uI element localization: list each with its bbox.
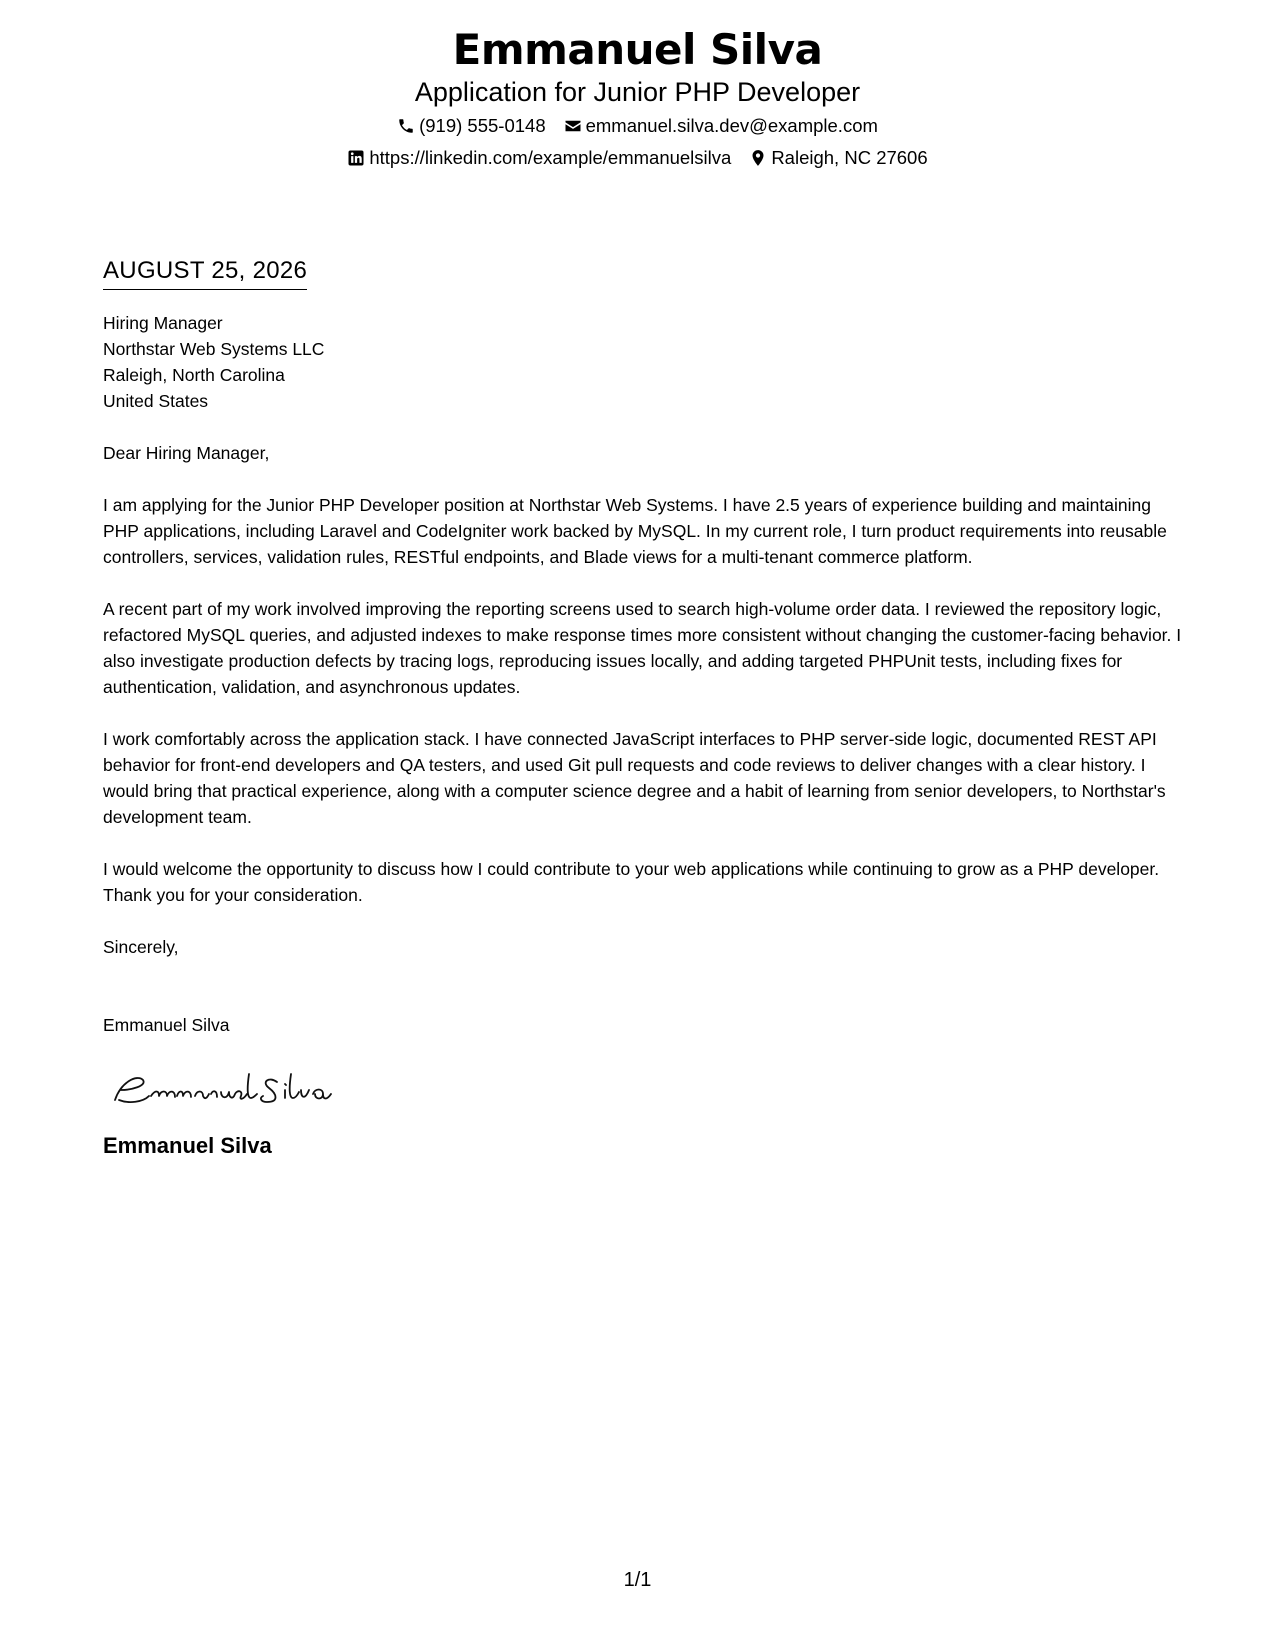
application-subtitle: Application for Junior PHP Developer: [414, 77, 861, 107]
body-paragraph: I work comfortably across the application stack. I have connected JavaScript interfaces to PHP server-side logic, documented REST API behavior for front-end developers and QA testers, and used Git pull requests and code reviews to deliver changes with a clear history. I would bring that practical experience, along with a computer science degree and a habit of learning from senior developers, to Northstar's development team.: [103, 729, 1166, 827]
closing: Sincerely,: [103, 937, 179, 957]
contact-linkedin[interactable]: [347, 146, 731, 170]
envelope-icon: [564, 117, 582, 135]
letter-header: [0, 24, 1275, 170]
email-link[interactable]: emmanuel.silva.dev@example.com: [585, 115, 878, 136]
handwritten-signature: [109, 1060, 359, 1114]
body-paragraph: A recent part of my work involved improving the reporting screens used to search high-volume order data. I reviewed the repository logic, refactored MySQL queries, and adjusted indexes to make response times more consistent without changing the customer-facing behavior. I also investigate production defects by tracing logs, reproducing issues locally, and adding targeted PHPUnit tests, including fixes for authentication, validation, and asynchronous updates.: [103, 599, 1182, 697]
recipient-block: [103, 310, 1183, 414]
contact-row-1: [0, 114, 1275, 138]
contact-email[interactable]: [564, 114, 878, 138]
phone-text: (919) 555-0148: [419, 115, 546, 136]
contact-location: [749, 146, 927, 170]
sender-name: Emmanuel Silva: [103, 1015, 230, 1035]
applicant-name: Emmanuel Silva: [452, 25, 823, 74]
contact-phone: [397, 114, 546, 138]
body-paragraph: I am applying for the Junior PHP Developer position at Northstar Web Systems. I have 2.5 years of experience building and maintaining PHP applications, including Laravel and CodeIgniter work backed by MySQL. In my current role, I turn product requirements into reusable controllers, services, validation rules, RESTful endpoints, and Blade views for a multi-tenant commerce platform.: [103, 495, 1167, 567]
page-number: 1/1: [623, 1569, 652, 1591]
signature-name: Emmanuel Silva: [103, 1133, 272, 1158]
location-text: Raleigh, NC 27606: [771, 147, 928, 168]
recipient-line: United States: [103, 391, 209, 411]
letter-body: [103, 255, 1183, 1160]
recipient-line: Raleigh, North Carolina: [103, 365, 285, 385]
phone-icon: [397, 117, 415, 135]
linkedin-link[interactable]: https://linkedin.com/example/emmanuelsilva: [369, 147, 732, 168]
letter-date: AUGUST 25, 2026: [103, 255, 307, 290]
recipient-line: Northstar Web Systems LLC: [103, 339, 325, 359]
linkedin-icon: [347, 149, 365, 167]
contact-row-2: [0, 146, 1275, 170]
map-marker-icon: [749, 149, 767, 167]
recipient-line: Hiring Manager: [103, 313, 223, 333]
salutation: Dear Hiring Manager,: [103, 443, 270, 463]
body-paragraph: I would welcome the opportunity to discuss how I could contribute to your web applications while continuing to grow as a PHP developer. Thank you for your consideration.: [103, 859, 1160, 905]
